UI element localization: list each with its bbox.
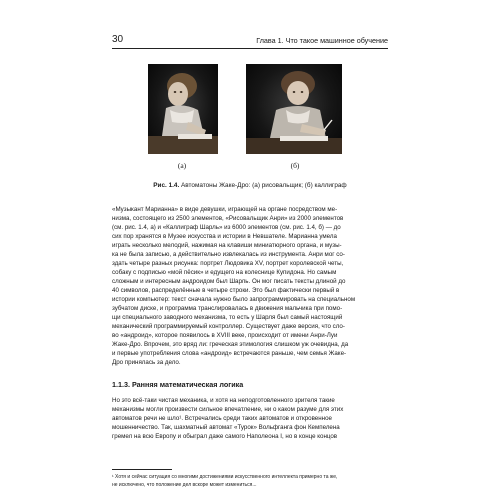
paragraph-line: 40 символов, распределённые в четыре строки. Это был фактически первый в [112,287,340,294]
figure-label-a: (а) [177,161,187,170]
paragraph-line: (см. рис. 1.4, а) и «Каллиграф Шарль» из 6000 элементов (см. рис. 1.4, б) — до [112,224,341,231]
paragraph-line: Но это всё-таки чистая механика, и хотя на неподготовленного зрителя такие [112,397,335,404]
paragraph-line: ка не была записью, а действительно извлекалась из инструмента. Анри мог со- [112,251,345,258]
figure-caption-number: Рис. 1.4. [153,182,180,189]
paragraph-line: щи специального заводного механизма, то есть у Шарля был самый настоящий [112,314,343,321]
paragraph-line: собаку с подписью «мой пёсик» и едущего на колеснице Купидона. Но самым [112,269,337,276]
page-number: 30 [112,34,124,45]
paragraph-line: «Музыкант Марианна» в виде девушки, играющей на органе посредством ме- [112,206,338,213]
paragraph-line: Жаке-Дро. Впрочем, это вряд ли: греческая этимология слишком уж очевидна, да [112,341,349,348]
running-header [112,34,388,49]
paragraph-line: играть несколько мелодий, нажимая на клавиши миниатюрного органа, и музы- [112,242,342,249]
paragraph-line: механизмы могли произвести сильное впечатление, ни о каком разуме для этих [112,406,344,413]
paragraph-line: истории компьютер: текст сначала нужно было запрограммировать на специальном [112,296,356,303]
figure-caption [112,181,388,190]
paragraph-line: сложным и интересным андроидом был Шарль. Он мог писать тексты длиной до [112,278,346,285]
paragraph-line: гремел на всю Европу и обыграл даже самого Наполеона I, но в конце концов [112,433,338,440]
paragraph-line: зубчатом диске, и программа транслировалась в движения мальчика при помо- [112,305,343,312]
paragraph-line: здать четыре разных рисунка: портрет Людовика XV, портрет королевской четы, [112,260,344,267]
paragraph-line: Дро принялась за дело. [112,359,181,366]
paragraph-line: автоматов речи не шло¹. Встречались среди таких автоматов и откровенное [112,415,332,422]
photo-draughtsman-automaton [148,64,218,154]
footnote-divider [112,469,172,470]
paragraph-line: механический программируемый контроллер. Существует даже версия, что сло- [112,323,345,330]
chapter-title: Глава 1. Что такое машинное обучение [256,36,388,45]
paragraph-line: сих пор хранятся в Музее искусства и истории в Невшателе. Марианна умела [112,233,337,240]
paragraph-line: во «андроид», которое появилось в XVIII веке, происходит от имени Анри-Луи [112,332,338,339]
figure-caption-text: Автоматоны Жаке-Дро: (а) рисовальщик; (б) каллиграф [179,182,347,189]
figure-label-b: (б) [290,161,300,170]
photo-calligrapher-automaton [246,64,342,154]
footnote-line: не исключено, что положение дел вскоре может измениться... [112,482,257,488]
paragraph-line: и первые употребления слова «андроид» встречаются раньше, чем семья Жаке- [112,350,347,357]
footnote-line: ¹ Хотя и сейчас ситуация со многими достижениями искусственного интеллекта примерно та же, [112,474,338,480]
paragraph-line: низма, состоящего из 2500 элементов, «Рисовальщик Анри» из 2000 элементов [112,215,344,222]
section-heading: 1.1.3. Ранняя математическая логика [112,380,244,389]
paragraph-line: мошенничество. Так, шахматный автомат «Турок» Вольфганга фон Кемпелена [112,424,340,431]
